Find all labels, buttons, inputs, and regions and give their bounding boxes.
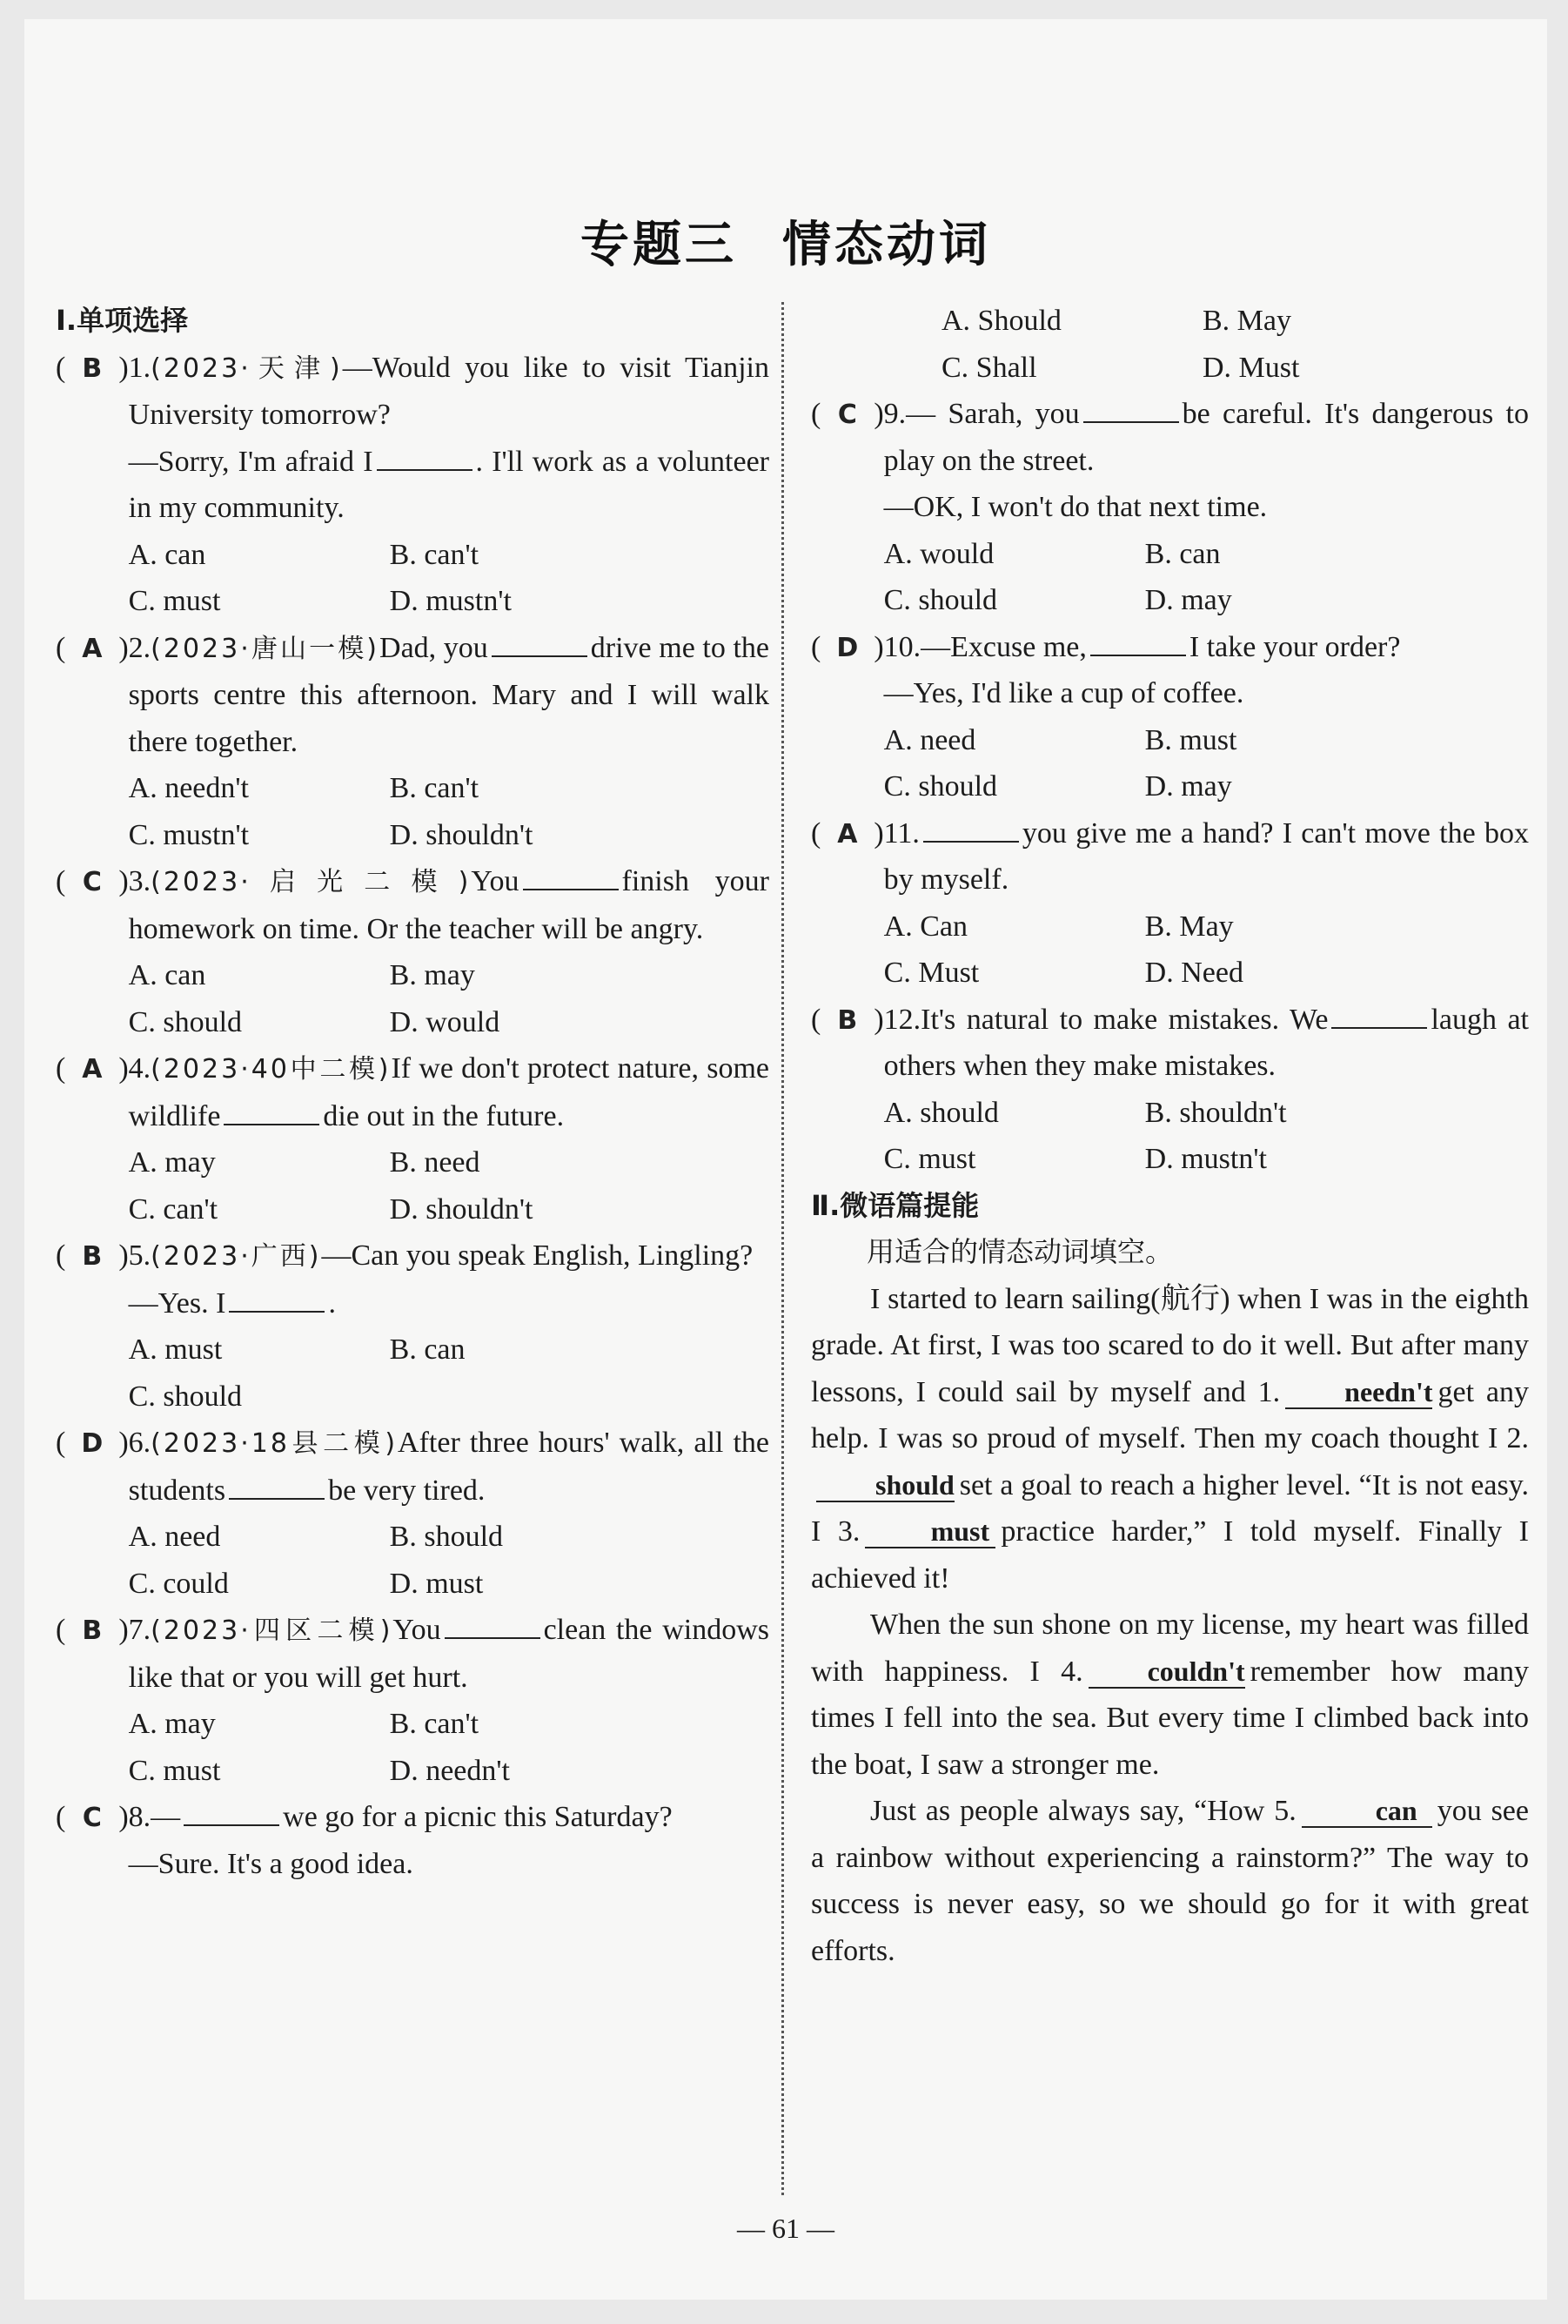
answer-blank <box>184 1798 279 1826</box>
question-text: you give me a hand? I can't move the box by myself. <box>883 816 1529 896</box>
question-source: (2023·四区二模) <box>151 1615 393 1646</box>
option-b: B. need <box>389 1146 480 1179</box>
option-d: D. would <box>389 1005 500 1038</box>
filled-answer-4: couldn't <box>1089 1656 1245 1689</box>
answer-mark: A <box>837 818 858 850</box>
option-b: B. can <box>389 1333 466 1366</box>
answer-blank <box>923 815 1019 843</box>
answer-mark: C <box>82 867 102 897</box>
options <box>129 952 769 1045</box>
question-text: drive me to the sports centre this afternoon. Mary and I will walk there together. <box>128 631 769 758</box>
question-text: — <box>151 1801 181 1833</box>
page-number: — 61 — <box>737 2213 834 2244</box>
passage-text: I started to learn sailing(航行) when I was in the eighth grade. At first, I was too scared to do it well. But after many lessons, I could sail by myself and 1. <box>811 1282 1529 1408</box>
option-d: D. mustn't <box>1144 1143 1267 1175</box>
section-heading-single-choice: Ⅰ.单项选择 <box>56 304 189 337</box>
question-2: ( A ) 2.(2023·唐山一模)Dad, you drive me to the sports centre this afternoon. Mary and I will walk there together. A. needn't B. can't C. mustn't D. shouldn't <box>56 625 769 859</box>
question-9: ( C ) 9.— Sarah, you be careful. It's dangerous to play on the street. —OK, I won't do that next time. A. would B. can C. should D. may <box>811 391 1529 624</box>
passage-paragraph-2 <box>811 1602 1529 1788</box>
option-b: B. should <box>389 1521 504 1553</box>
option-d: D. may <box>1144 770 1232 803</box>
option-c: C. could <box>128 1567 229 1600</box>
option-a: A. may <box>128 1708 216 1740</box>
options <box>129 765 769 858</box>
question-text: —OK, I won't do that next time. <box>883 491 1268 523</box>
answer-blank <box>1083 395 1179 423</box>
question-text: clean the windows like that or you will get hurt. <box>128 1614 770 1694</box>
question-text: — Sarah, you <box>906 398 1080 430</box>
question-number: 9. <box>883 398 907 430</box>
answer-mark: B <box>82 1615 103 1646</box>
question-10: ( D ) 10.—Excuse me, I take your order? —Yes, I'd like a cup of coffee. A. need B. must C. should D. may <box>811 624 1529 810</box>
option-a: A. may <box>128 1146 216 1179</box>
passage-paragraph-3 <box>811 1788 1529 1974</box>
option-d: D. must <box>389 1567 484 1600</box>
question-8: ( C ) 8.— we go for a picnic this Saturday? —Sure. It's a good idea. <box>56 1794 769 1887</box>
option-c: C. must <box>128 585 221 617</box>
question-text: we go for a picnic this Saturday? <box>283 1801 673 1833</box>
answer-mark: B <box>82 353 103 384</box>
question-text: It's natural to make mistakes. We <box>921 1003 1329 1036</box>
section-heading-passage: Ⅱ.微语篇提能 <box>811 1188 980 1222</box>
question-text: —Sorry, I'm afraid I <box>128 445 373 478</box>
answer-mark: B <box>82 1241 103 1272</box>
question-number: 11. <box>883 816 920 850</box>
option-c: C. can't <box>128 1192 218 1226</box>
question-5: ( B ) 5.(2023·广西)—Can you speak English, Lingling? —Yes. I . A. must B. can C. should <box>56 1233 769 1420</box>
answer-blank <box>377 443 472 471</box>
option-c: C. must <box>128 1754 221 1787</box>
column-divider <box>781 302 784 2195</box>
question-text: You <box>471 865 519 897</box>
option-c: C. should <box>128 1380 243 1413</box>
question-number: 2. <box>128 631 151 664</box>
answer-mark: C <box>82 1803 102 1833</box>
question-text: After three hours' walk, all the students <box>128 1427 770 1507</box>
answer-mark: D <box>836 632 859 663</box>
options <box>129 1701 769 1794</box>
answer-mark: D <box>81 1428 104 1459</box>
answer-mark: A <box>82 633 103 664</box>
option-a: A. can <box>128 538 206 571</box>
passage-text: When the sun shone on my license, my heart was filled with happiness. I 4. <box>811 1609 1529 1688</box>
question-text: —Would you like to visit Tianjin University tomorrow? <box>128 351 769 431</box>
option-b: B. can't <box>389 538 479 571</box>
options <box>129 1514 769 1607</box>
question-1: ( B ) 1.(2023·天津)—Would you like to visit Tianjin University tomorrow? —Sorry, I'm afraid I . I'll work as a volunteer in my community. A. can B. can't C. must D. mustn't <box>56 345 769 625</box>
question-number: 3. <box>128 865 151 897</box>
worksheet-page <box>24 19 1547 2300</box>
question-text: laugh at others when they make mistakes. <box>883 1003 1529 1082</box>
answer-blank <box>229 1472 325 1500</box>
option-b: B. can't <box>389 772 479 804</box>
option-b: B. shouldn't <box>1144 1096 1287 1129</box>
options <box>129 1327 754 1420</box>
option-d: D. may <box>1144 584 1232 616</box>
passage-text: Just as people always say, “How 5. <box>870 1795 1297 1827</box>
question-source: (2023·40中二模) <box>151 1054 392 1085</box>
option-b: B. may <box>389 959 475 991</box>
question-text: —Yes. I <box>128 1286 226 1320</box>
question-source: (2023·唐山一模) <box>151 633 380 664</box>
option-b: B. must <box>1144 723 1237 756</box>
question-12: ( B ) 12.It's natural to make mistakes. We laugh at others when they make mistakes. A. should B. shouldn't C. must D. mustn't <box>811 997 1529 1183</box>
option-a: A. should <box>883 1096 999 1129</box>
question-6: ( D ) 6.(2023·18县二模)After three hours' walk, all the students be very tired. A. need B. should C. could D. must <box>56 1420 769 1607</box>
question-text: . I'll work as a volunteer in my community. <box>128 445 769 524</box>
option-d: D. shouldn't <box>389 1192 533 1226</box>
title-topic-name: 情态动词 <box>782 217 991 273</box>
passage-text: remember how many times I fell into the sea. But every time I climbed back into the boat, I saw a stronger me. <box>811 1655 1530 1781</box>
question-text: finish your homework on time. Or the teacher will be angry. <box>128 865 769 945</box>
question-source: (2023·18县二模) <box>151 1428 399 1459</box>
answer-blank <box>492 629 587 657</box>
option-b: B. May <box>1203 305 1291 337</box>
question-number: 10. <box>883 630 921 663</box>
question-number: 5. <box>128 1239 151 1272</box>
filled-answer-5: can <box>1302 1795 1432 1828</box>
question-text: die out in the future. <box>323 1099 565 1132</box>
answer-blank <box>523 863 619 890</box>
option-c: C. mustn't <box>128 818 250 851</box>
question-text: If we don't protect nature, some wildlife <box>128 1052 769 1132</box>
option-a: A. would <box>883 537 995 570</box>
option-a: A. Should <box>941 305 1062 337</box>
question-text: You <box>392 1614 441 1646</box>
option-b: B. May <box>1144 910 1234 943</box>
question-text: —Yes, I'd like a cup of coffee. <box>883 677 1244 709</box>
option-d: D. Need <box>1144 957 1243 989</box>
answer-blank <box>445 1611 540 1639</box>
option-b: B. can't <box>389 1708 479 1740</box>
left-column <box>56 298 769 1887</box>
passage-text: get any help. I was so proud of myself. Then my coach thought I 2. <box>811 1375 1529 1454</box>
question-number: 12. <box>883 1003 921 1036</box>
passage-text: you see a rainbow without experiencing a rainstorm?” The way to success is never easy, so we should go for it with great efforts. <box>811 1795 1529 1967</box>
title-topic-number: 专题三 <box>580 217 737 273</box>
answer-mark: C <box>837 400 857 430</box>
option-c: C. Must <box>883 957 980 989</box>
answer-blank <box>224 1098 319 1125</box>
question-4: ( A ) 4.(2023·40中二模)If we don't protect nature, some wildlife die out in the future. A. may B. need C. can't D. shouldn't <box>56 1045 769 1233</box>
question-text: be careful. It's dangerous to play on the street. <box>883 398 1529 477</box>
option-d: D. shouldn't <box>389 818 533 851</box>
option-c: C. must <box>883 1143 976 1175</box>
right-column <box>811 298 1529 1974</box>
question-number: 8. <box>128 1801 151 1833</box>
options <box>129 532 769 625</box>
question-text: . <box>328 1286 336 1320</box>
option-a: A. can <box>128 959 206 991</box>
option-c: C. should <box>883 770 998 803</box>
passage-instruction: 用适合的情态动词填空。 <box>867 1235 1174 1268</box>
answer-blank <box>229 1285 325 1313</box>
options <box>884 531 1529 624</box>
option-c: C. should <box>128 1005 243 1038</box>
question-number: 4. <box>128 1052 151 1085</box>
filled-answer-2: should <box>816 1469 955 1502</box>
option-d: D. mustn't <box>389 585 512 617</box>
question-3: ( C ) 3.(2023·启光二模)You finish your homework on time. Or the teacher will be angry. A. can B. may C. should D. would <box>56 858 769 1045</box>
option-a: A. needn't <box>128 772 249 804</box>
option-a: A. need <box>883 723 976 756</box>
question-text: —Sure. It's a good idea. <box>128 1847 413 1880</box>
question-source: (2023·启光二模) <box>151 867 472 897</box>
option-c: C. should <box>883 584 998 616</box>
page-title <box>24 206 1547 276</box>
answer-blank <box>1331 1001 1427 1029</box>
options <box>129 1139 769 1233</box>
passage-text: set a goal to reach a higher level. “It is not easy. I 3. <box>811 1468 1529 1548</box>
option-c: C. Shall <box>941 351 1037 384</box>
question-source: (2023·天津) <box>151 353 343 384</box>
question-number: 1. <box>128 351 151 384</box>
options <box>884 717 1406 810</box>
option-d: D. Must <box>1203 351 1300 384</box>
question-text: be very tired. <box>328 1474 486 1507</box>
answer-blank <box>1090 628 1186 656</box>
question-text: Dad, you <box>379 631 488 664</box>
question-text: —Can you speak English, Lingling? <box>321 1239 754 1272</box>
question-8-options <box>941 298 1529 391</box>
question-text: —Excuse me, <box>921 630 1087 663</box>
question-source: (2023·广西) <box>151 1241 322 1272</box>
answer-mark: B <box>837 1004 858 1036</box>
option-a: A. need <box>128 1521 221 1553</box>
options <box>884 903 1529 997</box>
option-a: A. must <box>128 1333 223 1366</box>
filled-answer-3: must <box>865 1515 995 1548</box>
option-a: A. Can <box>883 910 968 943</box>
answer-mark: A <box>82 1054 103 1085</box>
option-b: B. can <box>1144 537 1221 570</box>
question-number: 7. <box>128 1614 151 1646</box>
filled-answer-1: needn't <box>1285 1376 1432 1409</box>
option-d: D. needn't <box>389 1754 510 1787</box>
question-11: ( A ) 11. you give me a hand? I can't move the box by myself. A. Can B. May C. Must D. Need <box>811 810 1529 997</box>
passage-text: practice harder,” I told myself. Finally I achieved it! <box>811 1515 1529 1595</box>
question-7: ( B ) 7.(2023·四区二模)You clean the windows like that or you will get hurt. A. may B. can't C. must D. needn't <box>56 1607 769 1794</box>
passage-paragraph-1 <box>811 1276 1529 1602</box>
options <box>884 1090 1529 1183</box>
question-number: 6. <box>128 1427 151 1459</box>
question-text: I take your order? <box>1189 630 1401 663</box>
